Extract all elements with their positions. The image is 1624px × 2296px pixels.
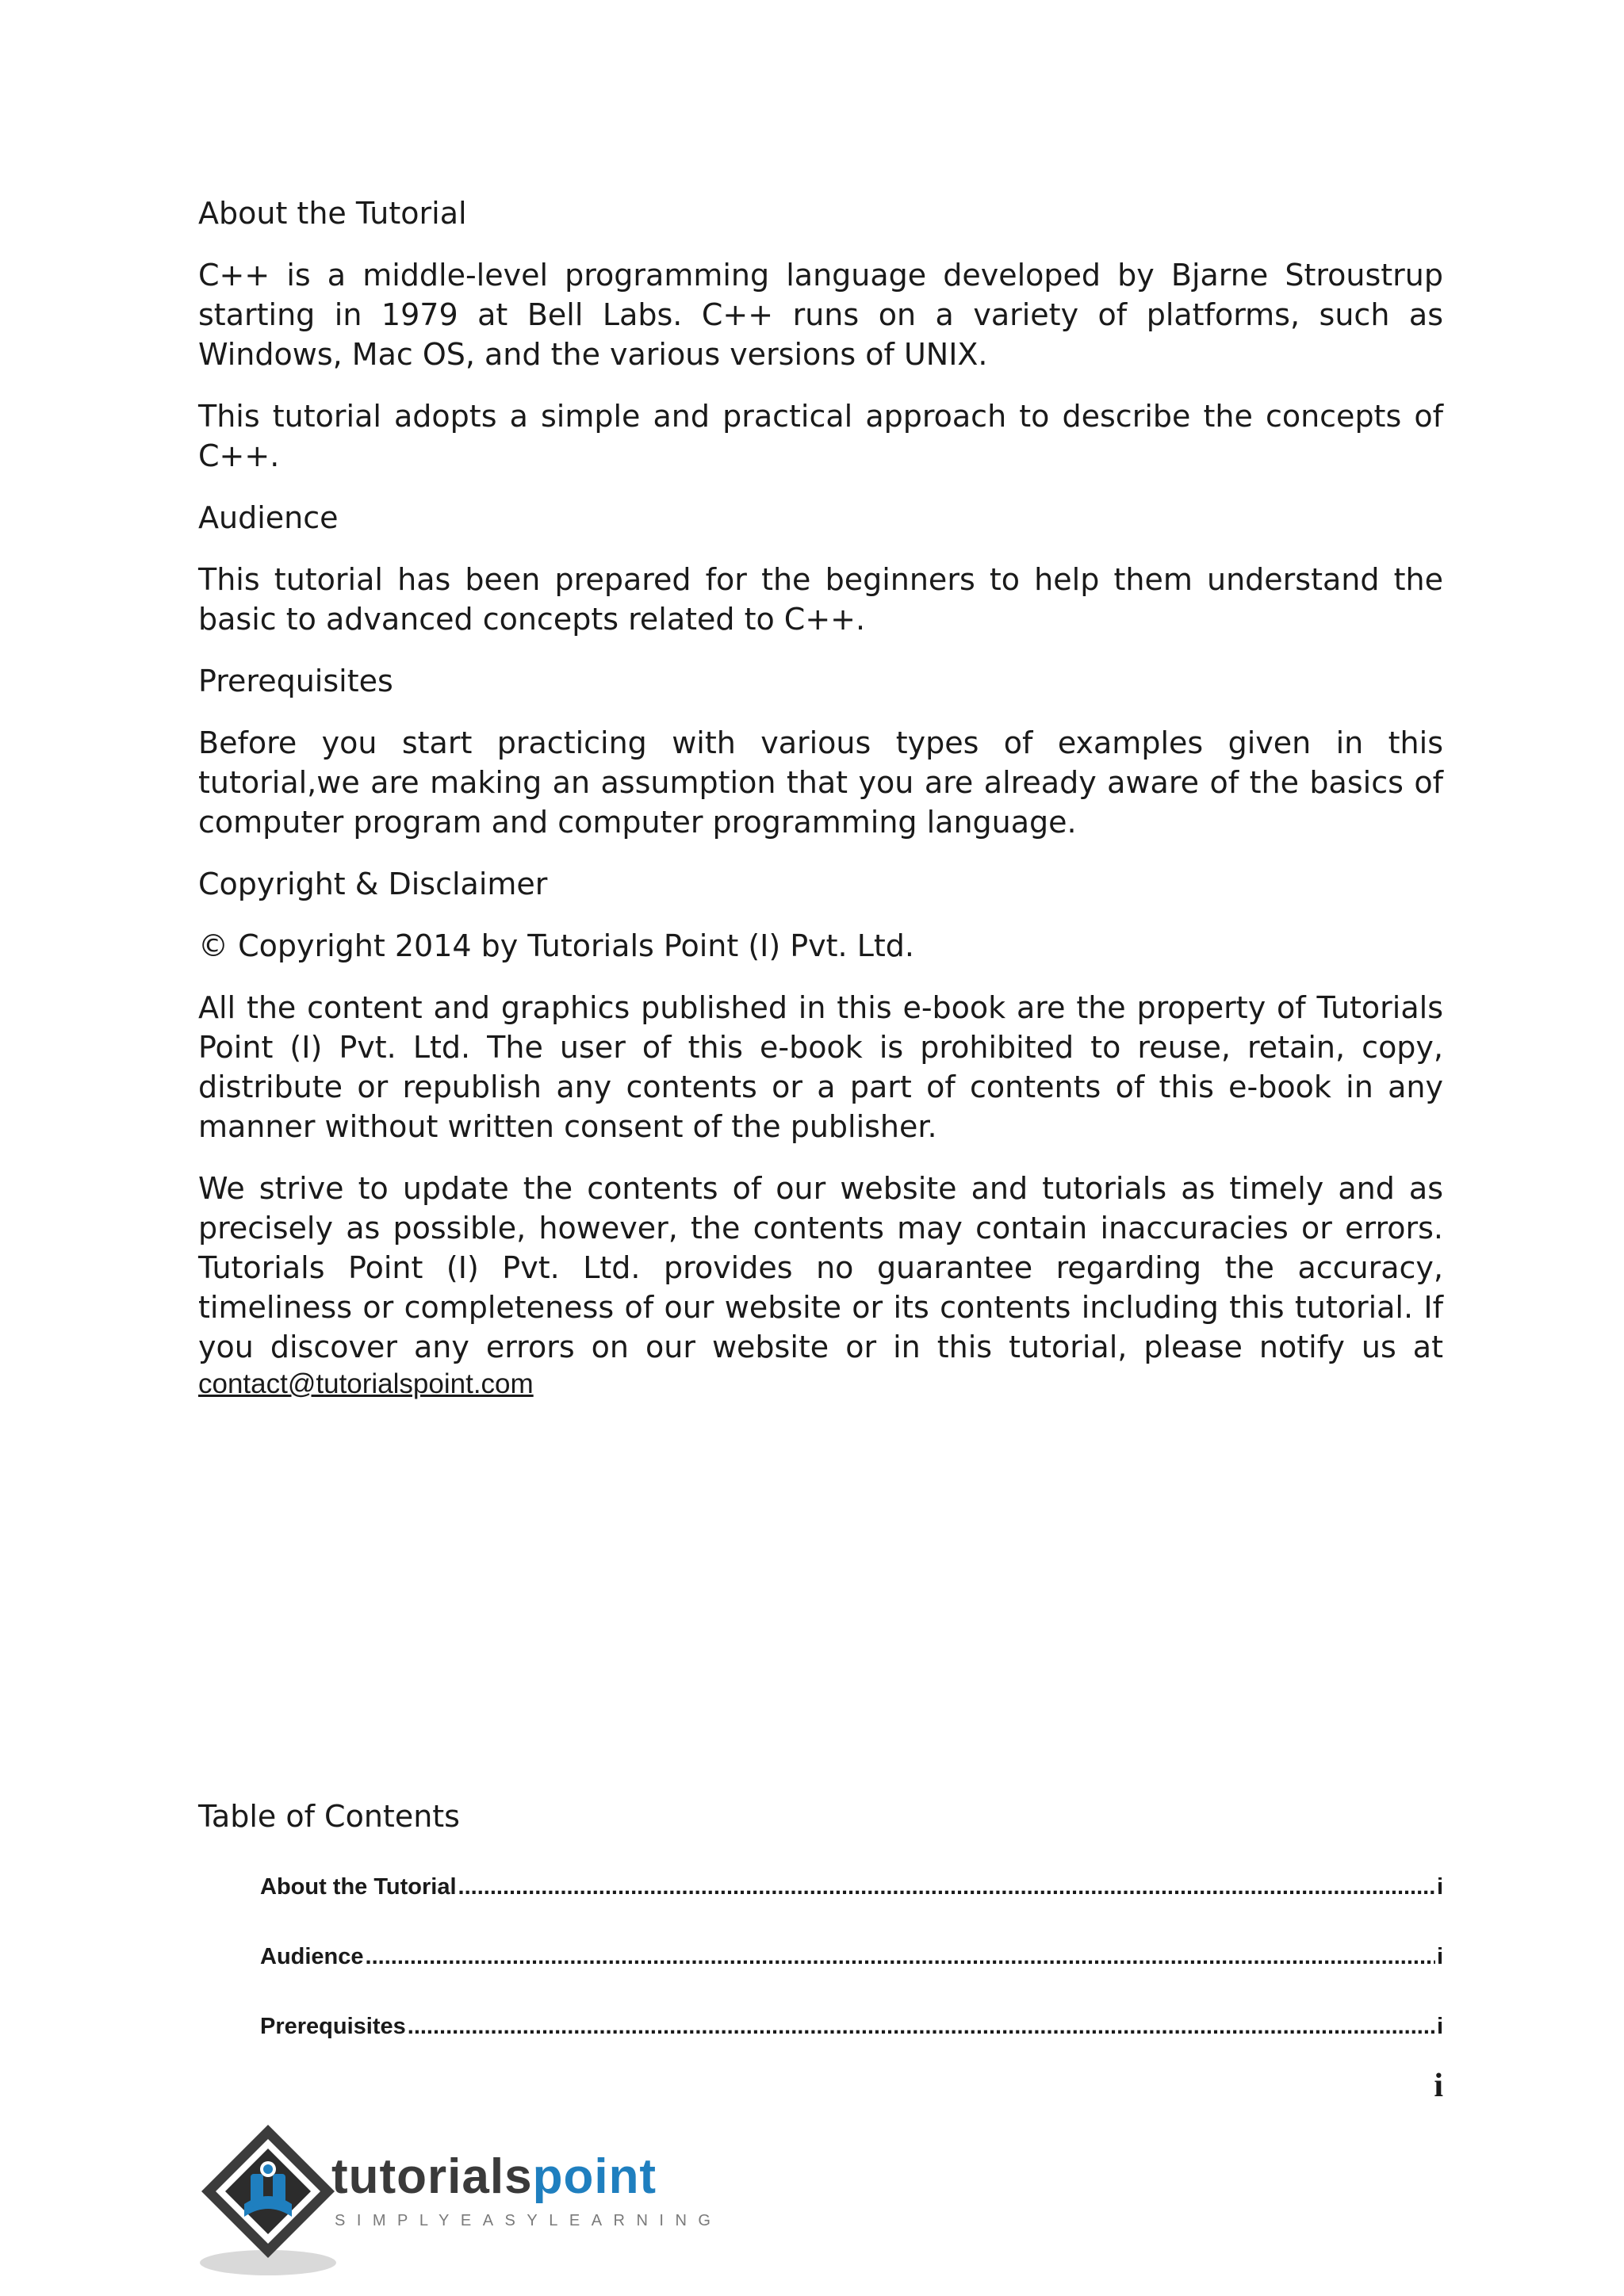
page-content [198,193,1443,1402]
about-paragraph-2: This tutorial adopts a simple and practical approach to describe the concepts of C++. [198,399,1443,473]
page-number: i [1434,2068,1443,2104]
tutorialspoint-logo [195,2122,722,2280]
toc-entry-page: i [1436,1944,1443,1969]
toc-leader-dots [408,2011,1435,2042]
toc-leader-dots [458,1871,1435,1903]
section-heading-copyright: Copyright & Disclaimer [198,867,548,901]
toc-title: Table of Contents [198,1799,460,1834]
logo-wordmark: tutorialspoint [331,2149,657,2204]
toc-entry-label: Audience [260,1944,364,1969]
toc-entry-page: i [1436,2014,1443,2039]
toc-entry-audience[interactable] [260,1941,1443,2011]
copyright-notice: © Copyright 2014 by Tutorials Point (I) Pvt. Ltd. [198,928,914,963]
table-of-contents [260,1871,1443,2080]
toc-entry-label: About the Tutorial [260,1874,457,1900]
toc-leader-dots [366,1941,1435,1973]
logo-tagline: SIMPLYEASYLEARNING [335,2212,722,2229]
logo-emblem-icon [195,2122,338,2280]
copyright-paragraph: All the content and graphics published in this e-book are the property of Tutorials Point (I) Pvt. Ltd. The user of this e-book is prohibited to reuse, retain, copy, distribute or republish any contents or a part of contents of this e-book in any manner without written consent of the publisher. [198,990,1443,1144]
toc-entry-page: i [1436,1874,1443,1900]
toc-entry-label: Prerequisites [260,2014,406,2039]
section-heading-audience: Audience [198,500,339,535]
prerequisites-paragraph: Before you start practicing with various types of examples given in this tutorial,we are making an assumption that you are already aware of the basics of computer program and computer programming language. [198,725,1443,840]
disclaimer-paragraph: We strive to update the contents of our website and tutorials as timely and as precisely as possible, however, the contents may contain inaccuracies or errors. Tutorials Point (I) Pvt. Ltd. provides no guarantee regarding the accuracy, timeliness or completeness of our website or its contents including this tutorial. If you discover any errors on our website or in this tutorial, please notify us at [198,1171,1443,1364]
section-heading-about: About the Tutorial [198,196,467,231]
contact-email-link[interactable]: contact@tutorialspoint.com [198,1368,534,1399]
toc-entry-prerequisites[interactable] [260,2011,1443,2080]
audience-paragraph: This tutorial has been prepared for the beginners to help them understand the basic to advanced concepts related to C++. [198,562,1443,637]
section-heading-prerequisites: Prerequisites [198,664,393,698]
toc-entry-about[interactable] [260,1871,1443,1941]
about-paragraph-1: C++ is a middle-level programming language developed by Bjarne Stroustrup starting in 1979 at Bell Labs. C++ runs on a variety of platforms, such as Windows, Mac OS, and the various versions of UNIX. [198,258,1443,372]
